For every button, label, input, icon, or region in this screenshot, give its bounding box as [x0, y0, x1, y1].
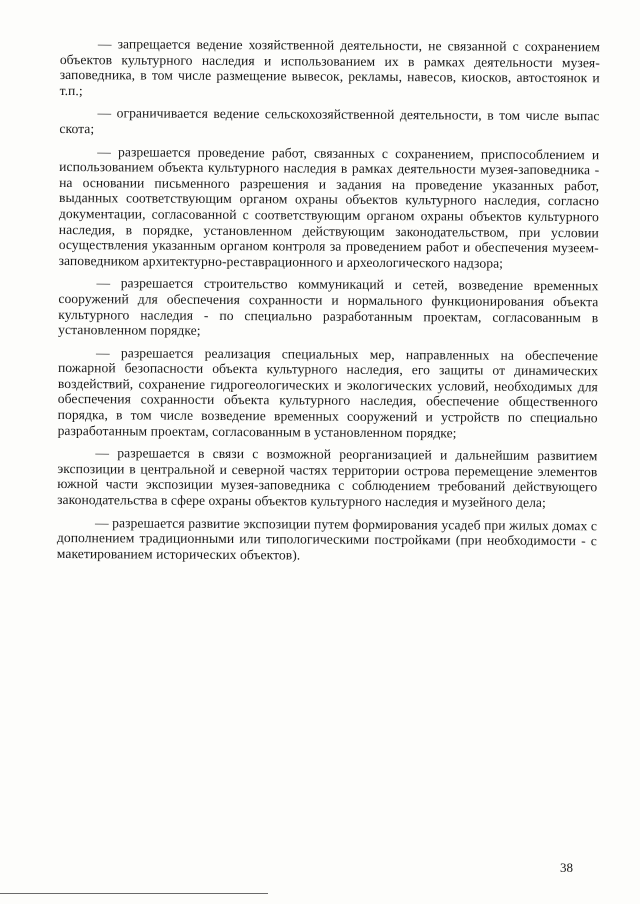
paragraph-fire-safety-measures: — разрешается реализация специальных мер, направленных на обеспечение пожарной безопасности объекта культурного наследия, его защиты от динамических воздействий, сохранение гидрогеологических и экологических условий, необходимых для обеспечения сохранности объекта культурного наследия, обеспечение общественного порядка, в том числе возведение временных сооружений и устройств по специально разработанным проектам, согласованным в установленном порядке; — [57, 344, 599, 441]
document-body — [57, 36, 600, 572]
paragraph-exposition-development: — разрешается развитие экспозиции путем формирования усадеб при жилых домах с дополнением традиционными или типологическими постройками (при необходимости - с макетированием исторических объектов). — [56, 514, 598, 563]
paragraph-communications-construction: — разрешается строительство коммуникаций и сетей, возведение временных сооружений для обеспечения сохранности и нормального функционирования объекта культурного наследия - по специально разработанным проектам, согласованным в установленном порядке; — [58, 275, 599, 338]
bottom-rule — [0, 893, 268, 894]
paragraph-preservation-works: — разрешается проведение работ, связанных с сохранением, приспособлением и использованием объекта культурного наследия в рамках деятельности музея-заповедника - на основании письменного разрешения и задания на проведение указанных работ, выданных соответствующим органом охраны объектов культурного наследия, согласно документации, согласованной с соответствующим органом охраны объектов культурного наследия, в порядке, установленном действующим законодательством, при условии осуществления указанным органом контроля за проведением работ и обеспечения музеем-заповедником архитектурно-реставрационного и археологического надзора; — [58, 143, 600, 271]
paragraph-agriculture-limit: — ограничивается ведение сельскохозяйственной деятельности, в том числе выпас скота; — [59, 105, 600, 137]
paragraph-economic-activity-ban: — запрещается ведение хозяйственной деятельности, не связанной с сохранением объектов культурного наследия и использованием их в рамках деятельности музея-заповедника, в том числе размещение вывесок, рекламы, навесов, киосков, автостоянок и т.п.; — [59, 36, 600, 98]
paragraph-exposition-relocation: — разрешается в связи с возможной реорганизацией и дальнейшим развитием экспозиции в центральной и северной частях территории острова перемещение элементов южной части экспозиции музея-заповедника с соблюдением требований действующего законодательства в сфере охраны объектов культурного наследия и музейного дела; — [57, 445, 598, 511]
page-number: 38 — [560, 860, 573, 875]
